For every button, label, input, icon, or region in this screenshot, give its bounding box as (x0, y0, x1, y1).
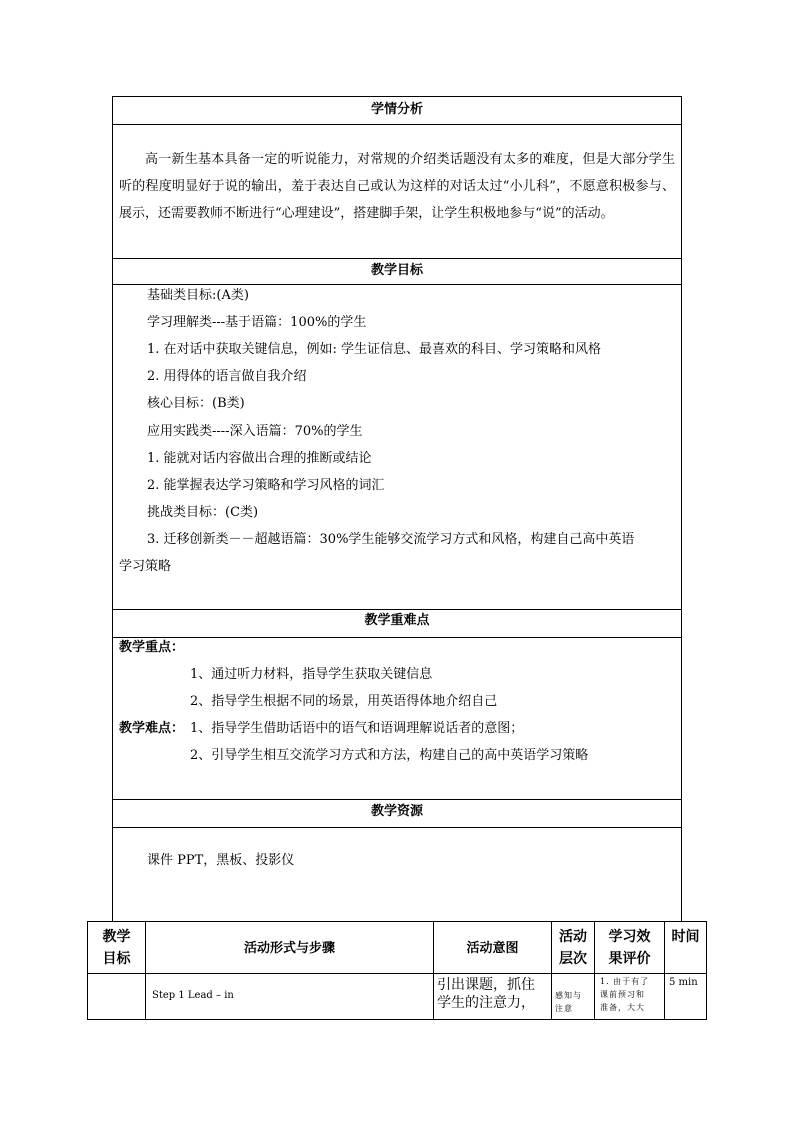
mubiao-line: 3. 迁移创新类－－超越语篇：30%学生能够交流学习方式和风格，构建自己高中英语 (147, 532, 635, 547)
zhongdian-item: 1、通过听力材料，指导学生获取关键信息 (190, 667, 433, 682)
section-heading-mubiao: 教学目标 (370, 263, 423, 278)
nandian-item: 2、引导学生相互交流学习方式和方法，构建自己的高中英语学习策略 (190, 748, 589, 763)
col-header-goal: 教学 目标 (102, 929, 131, 967)
col-header-intent: 活动意图 (466, 941, 519, 956)
row1-eval-line1: 1. 由于有了 (600, 977, 650, 986)
row1-level-line2: 注意 (555, 1004, 573, 1013)
zhongdian-item: 2、指导学生根据不同的场景，用英语得体地介绍自己 (190, 694, 498, 709)
mubiao-line: 基础类目标:(A类) (147, 288, 249, 303)
mubiao-line: 1. 能就对话内容做出合理的推断或结论 (147, 451, 372, 466)
mubiao-line: 核心目标：(B类) (147, 396, 245, 411)
ziyuan-content: 课件 PPT，黑板、投影仪 (147, 853, 295, 868)
mubiao-line: 1. 在对话中获取关键信息，例如: 学生证信息、最喜欢的科目、学习策略和风格 (147, 342, 602, 357)
row1-eval-line3: 准备，大大 (600, 1003, 645, 1012)
row1-intent-line2: 学生的注意力， (437, 995, 535, 1011)
col-header-level: 活动 层次 (559, 929, 587, 967)
zhongdian-label: 教学重点： (119, 640, 185, 655)
col-header-time: 时间 (671, 929, 700, 945)
mubiao-line: 2. 用得体的语言做自我介绍 (147, 369, 307, 384)
section-heading-xueqing: 学情分析 (370, 102, 423, 117)
row1-time: 5 min (669, 977, 698, 988)
row1-level-line1: 感知与 (555, 991, 582, 1000)
row1-eval-line2: 课前预习和 (600, 990, 645, 999)
mubiao-line: 学习理解类---基于语篇：100%的学生 (147, 315, 367, 330)
xueqing-paragraph: 高一新生基本具备一定的听说能力，对常规的介绍类话题没有太多的难度，但是大部分学生听的程度明显好于说的输出，羞于表达自己或认为这样的对话太过“小儿科”，不愿意积极参与、展示，还需要教师不断进行“心理建设”，搭建脚手架，让学生积极地参与“说”的活动。 (119, 152, 675, 221)
col-header-steps: 活动形式与步骤 (243, 941, 335, 956)
section-heading-zhongnandian: 教学重难点 (364, 613, 430, 628)
mubiao-line: 应用实践类----深入语篇：70%的学生 (147, 424, 363, 439)
mubiao-line: 学习策略 (119, 559, 172, 574)
col-header-eval: 学习效 果评价 (608, 929, 651, 967)
row1-intent-line1: 引出课题，抓住 (437, 977, 535, 993)
nandian-item: 1、指导学生借助话语中的语气和语调理解说话者的意图； (190, 721, 524, 736)
section-heading-ziyuan: 教学资源 (370, 804, 423, 819)
row1-steps: Step 1 Lead – in (152, 990, 234, 1001)
mubiao-line: 挑战类目标：(C类) (147, 505, 259, 520)
mubiao-line: 2. 能掌握表达学习策略和学习风格的词汇 (147, 478, 385, 493)
nandian-label: 教学难点： (119, 721, 185, 736)
